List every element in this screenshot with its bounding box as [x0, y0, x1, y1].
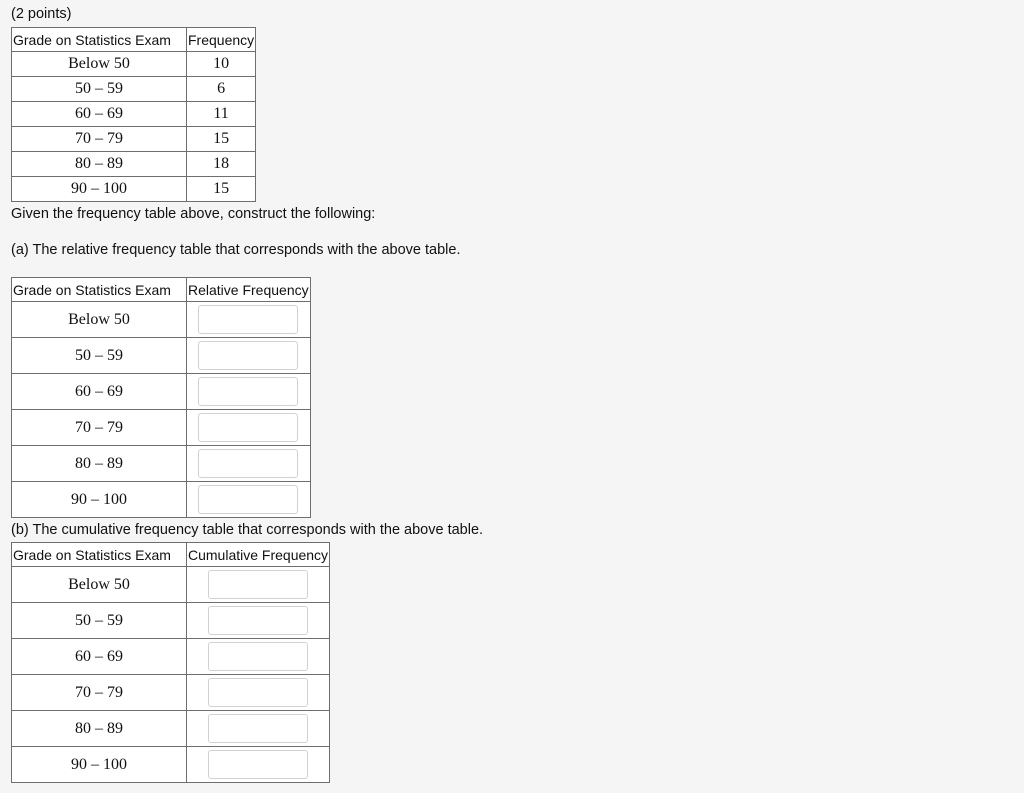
grade-header: Grade on Statistics Exam: [12, 543, 187, 567]
table-row: [12, 102, 256, 127]
points-label: (2 points): [11, 6, 72, 22]
cumulative-frequency-input[interactable]: [208, 750, 308, 779]
answer-cell: [187, 603, 330, 639]
table-row: [12, 446, 311, 482]
cumulative-frequency-input[interactable]: [208, 678, 308, 707]
cumulative-frequency-input[interactable]: [208, 570, 308, 599]
table-row: [12, 177, 256, 202]
grade-cell: 70 – 79: [12, 410, 187, 446]
frequency-cell: 15: [187, 127, 256, 152]
part-a-prompt: (a) The relative frequency table that corresponds with the above table.: [11, 242, 461, 258]
grade-header: Grade on Statistics Exam: [12, 278, 187, 302]
answer-cell: [187, 747, 330, 783]
answer-cell: [187, 639, 330, 675]
table-row: [12, 747, 330, 783]
part-b-prompt: (b) The cumulative frequency table that corresponds with the above table.: [11, 522, 484, 538]
table-row: [12, 338, 311, 374]
grade-cell: 50 – 59: [12, 603, 187, 639]
relative-frequency-input[interactable]: [198, 449, 298, 478]
grade-cell: 60 – 69: [12, 102, 187, 127]
answer-cell: [187, 410, 311, 446]
grade-cell: Below 50: [12, 52, 187, 77]
relative-frequency-input[interactable]: [198, 413, 298, 442]
answer-cell: [187, 567, 330, 603]
grade-cell: 50 – 59: [12, 338, 187, 374]
answer-cell: [187, 302, 311, 338]
frequency-cell: 10: [187, 52, 256, 77]
answer-cell: [187, 374, 311, 410]
grade-cell: 80 – 89: [12, 446, 187, 482]
cumulative-frequency-input[interactable]: [208, 642, 308, 671]
table-header-row: [12, 543, 330, 567]
grade-cell: Below 50: [12, 302, 187, 338]
grade-cell: 70 – 79: [12, 127, 187, 152]
grade-cell: 90 – 100: [12, 482, 187, 518]
frequency-cell: 18: [187, 152, 256, 177]
cumulative-frequency-table: [11, 542, 330, 783]
relative-frequency-input[interactable]: [198, 485, 298, 514]
grade-header: Grade on Statistics Exam: [12, 28, 187, 52]
frequency-cell: 11: [187, 102, 256, 127]
grade-cell: 90 – 100: [12, 177, 187, 202]
frequency-cell: 6: [187, 77, 256, 102]
relative-frequency-input[interactable]: [198, 341, 298, 370]
instructions-text: Given the frequency table above, construct the following:: [11, 206, 376, 222]
table-row: [12, 567, 330, 603]
table-header-row: [12, 278, 311, 302]
table-row: [12, 675, 330, 711]
relative-frequency-table: [11, 277, 311, 518]
table-header-row: [12, 28, 256, 52]
relative-frequency-input[interactable]: [198, 305, 298, 334]
grade-cell: 60 – 69: [12, 374, 187, 410]
grade-cell: 60 – 69: [12, 639, 187, 675]
table-row: [12, 603, 330, 639]
relative-frequency-input[interactable]: [198, 377, 298, 406]
grade-cell: 70 – 79: [12, 675, 187, 711]
cumulative-frequency-input[interactable]: [208, 606, 308, 635]
frequency-table: [11, 27, 256, 202]
grade-cell: Below 50: [12, 567, 187, 603]
cumulative-frequency-header: Cumulative Frequency: [187, 543, 330, 567]
frequency-cell: 15: [187, 177, 256, 202]
table-row: [12, 639, 330, 675]
table-row: [12, 127, 256, 152]
answer-cell: [187, 675, 330, 711]
table-row: [12, 410, 311, 446]
grade-cell: 50 – 59: [12, 77, 187, 102]
table-row: [12, 302, 311, 338]
table-row: [12, 482, 311, 518]
table-row: [12, 77, 256, 102]
answer-cell: [187, 446, 311, 482]
grade-cell: 80 – 89: [12, 152, 187, 177]
table-row: [12, 711, 330, 747]
table-row: [12, 52, 256, 77]
cumulative-frequency-input[interactable]: [208, 714, 308, 743]
grade-cell: 80 – 89: [12, 711, 187, 747]
table-row: [12, 152, 256, 177]
frequency-header: Frequency: [187, 28, 256, 52]
answer-cell: [187, 482, 311, 518]
answer-cell: [187, 711, 330, 747]
relative-frequency-header: Relative Frequency: [187, 278, 311, 302]
table-row: [12, 374, 311, 410]
answer-cell: [187, 338, 311, 374]
grade-cell: 90 – 100: [12, 747, 187, 783]
